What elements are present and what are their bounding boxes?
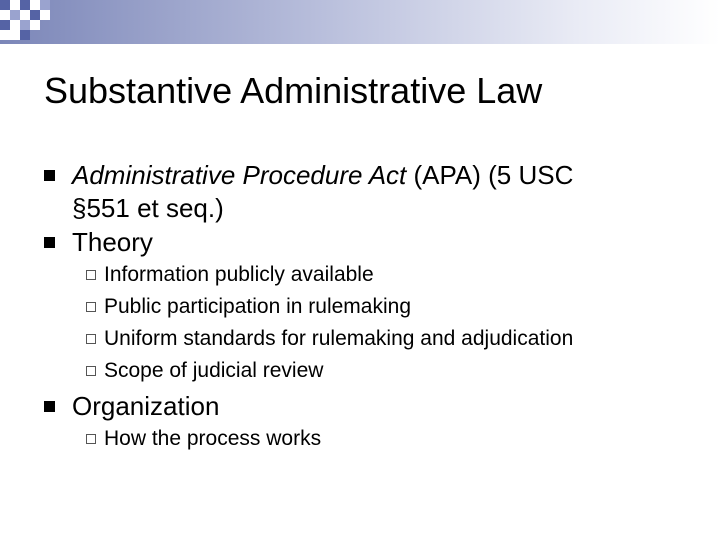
bullet-hollow-square-icon (86, 302, 96, 312)
bullet-apa (72, 159, 672, 225)
apa-name: Administrative Procedure Act (72, 160, 407, 190)
bullet-square-icon (44, 170, 55, 181)
bullet-organization: Organization (72, 391, 220, 421)
header-banner (0, 0, 720, 44)
sub-bullet-item: Uniform standards for rulemaking and adjudication (104, 327, 574, 350)
bullet-theory: Theory (72, 227, 153, 257)
sub-bullet-item: Public participation in rulemaking (104, 295, 411, 318)
sub-bullet-item: Information publicly available (104, 263, 374, 286)
bullet-hollow-square-icon (86, 270, 96, 280)
bullet-hollow-square-icon (86, 434, 96, 444)
checker-pattern (0, 0, 90, 44)
apa-citation-line2: §551 et seq.) (72, 193, 224, 223)
bullet-hollow-square-icon (86, 366, 96, 376)
apa-citation: (APA) (5 USC (406, 160, 574, 190)
bullet-hollow-square-icon (86, 334, 96, 344)
slide-title: Substantive Administrative Law (44, 70, 543, 111)
sub-bullet-item: How the process works (104, 427, 322, 450)
bullet-square-icon (44, 237, 55, 248)
sub-bullet-item: Scope of judicial review (104, 359, 324, 382)
bullet-square-icon (44, 401, 55, 412)
